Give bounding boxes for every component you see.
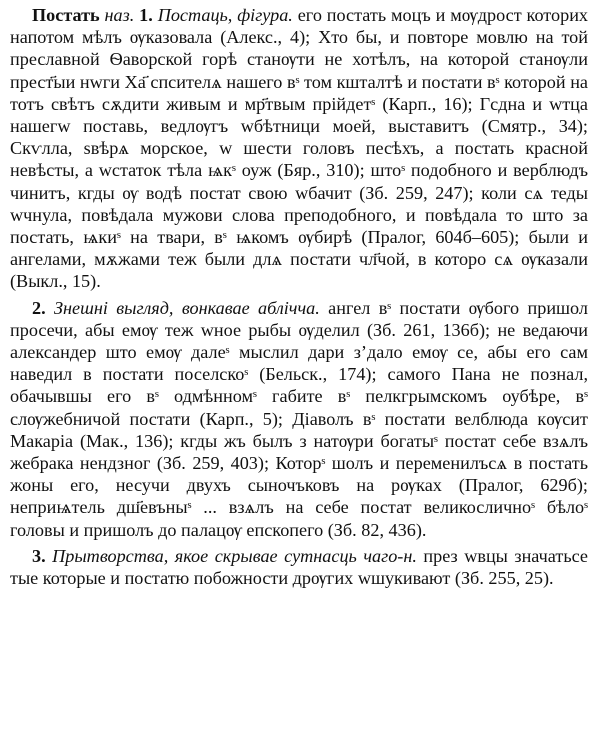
sense-3-citations: през wвцы значатьсе тые которые и постатю побожности дрѹгих wшукивают (Зб. 255, 25). [10,545,589,589]
sense-3-number: 3. [32,545,46,566]
sense-1-paragraph [10,4,588,293]
sense-1-gloss: Постаць, фігура. [157,5,293,25]
sense-2-number: 2. [32,297,46,318]
sense-2-citations: ангел вˢ постати ѹбого пришол просечи, абы емѹ теж wное рыбы ѹделил (Зб. 261, 136б); не ведаючи александер што емѹ далеˢ мыслил дари зʼдало емѹ се, абы его сам наведил в постати поселскоˢ (Бельск., 174); самого Пана не познал, обачывшы его вˢ одмѣнномˢ габите вˢ пелкгрымскомъ оубѣре, вˢ слѹжебничой постати (Карп., 5); Діаволъ вˢ постати велблюда кѹсит Макаріа (Мак., 136); кгды жъ былъ з натѹри богатыˢ постат себе взѧлъ жебрака нендзног (Зб. 259, 403); Которˢ шолъ и переменилъсѧ в постать жоны его, несучи двухъ сыночъковъ на рѹках (Пралог, 629б); неприѩтель дш҃евъныˢ ... взѧлъ на себе постат великосличноˢ бѣлоˢ головы и пришолъ до палацѹ епскопего (Зб. 82, 436). [10,297,588,540]
sense-2-gloss: Знешні выгляд, вонкавае аблічча. [54,297,320,318]
dictionary-entry [10,4,588,593]
sense-3-paragraph [10,545,588,589]
sense-2-paragraph [10,297,588,541]
part-of-speech: наз. [104,5,135,25]
sense-1-citations: его постать моцъ и мѹдрост которих напотом мѣлъ ѹказовала (Алекс., 4); Хто бы, и повторе мовлю на той преславной Ѳаворской горѣ станѹти не хотѣлъ, на которой станѹли прест҃ыи нwги Ха҃ спсителѧ нашего вˢ том кшталтѣ и постати вˢ которой на тотъ свѣтъ сѫдити живым и мр҃твым прійдетˢ (Карп., 16); Гсдна и wтца нашегw поставь, ведлѹгъ wбѣтници моей, выставитъ (Смятр., 34); Скѵлла, ѕвѣрѧ морское, w шести головъ песѣхъ, а постать красной невѣсты, а wстаток тѣла ѩкˢ оуж (Бяр., 310); штоˢ подобного и верблюдъ чинитъ, кгды ѹ водѣ постат свою wбачит (Зб. 259, 247); коли сѧ теды wчнула, повѣдала мужови слова преподобного, и повѣдала то што за постать, ѩкиˢ на твари, вˢ ѩкомъ ѹбирѣ (Пралог, 604б–605); были и ангелами, мѫжами теж были длѧ постати чл҃чой, в которо сѧ ѹказали (Выкл., 15). [10,5,589,292]
sense-3-gloss: Прытворства, якое скрывае сутнасць чаго-н. [52,545,417,566]
headword: Постать [32,5,100,25]
sense-1-number: 1. [139,5,153,25]
